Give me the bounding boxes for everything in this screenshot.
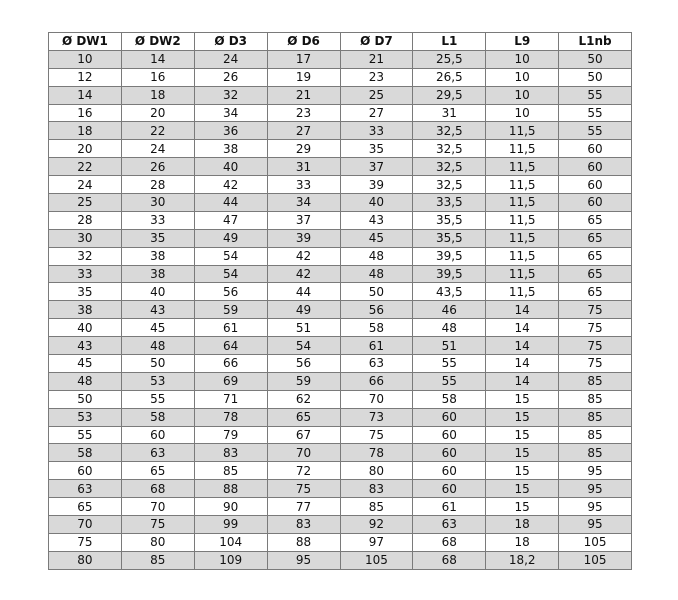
table-cell: 42 — [267, 247, 340, 265]
table-cell: 85 — [559, 426, 632, 444]
table-cell: 59 — [194, 301, 267, 319]
table-cell: 66 — [340, 372, 413, 390]
table-cell: 88 — [194, 480, 267, 498]
table-cell: 70 — [267, 444, 340, 462]
table-cell: 63 — [340, 355, 413, 373]
table-row — [49, 247, 632, 265]
table-cell: 18 — [486, 516, 559, 534]
table-row — [49, 301, 632, 319]
table-cell: 15 — [486, 444, 559, 462]
table-cell: 22 — [121, 122, 194, 140]
table-cell: 73 — [340, 408, 413, 426]
table-cell: 35 — [121, 229, 194, 247]
table-cell: 16 — [49, 104, 122, 122]
table-cell: 39,5 — [413, 247, 486, 265]
table-cell: 31 — [267, 158, 340, 176]
table-row — [49, 86, 632, 104]
table-cell: 105 — [340, 551, 413, 569]
table-cell: 63 — [413, 516, 486, 534]
table-cell: 11,5 — [486, 283, 559, 301]
table-cell: 55 — [49, 426, 122, 444]
table-cell: 50 — [49, 390, 122, 408]
table-cell: 55 — [559, 104, 632, 122]
table-cell: 49 — [267, 301, 340, 319]
table-cell: 48 — [121, 337, 194, 355]
table-cell: 60 — [413, 426, 486, 444]
table-row — [49, 444, 632, 462]
table-cell: 14 — [486, 319, 559, 337]
table-cell: 24 — [194, 50, 267, 68]
table-cell: 55 — [121, 390, 194, 408]
table-cell: 49 — [194, 229, 267, 247]
table-cell: 15 — [486, 408, 559, 426]
table-row — [49, 68, 632, 86]
table-cell: 68 — [413, 551, 486, 569]
table-cell: 32,5 — [413, 122, 486, 140]
table-cell: 34 — [267, 194, 340, 212]
table-cell: 68 — [121, 480, 194, 498]
table-cell: 58 — [121, 408, 194, 426]
header-d7: Ø D7 — [340, 33, 413, 51]
table-cell: 43 — [340, 211, 413, 229]
table-cell: 11,5 — [486, 176, 559, 194]
table-cell: 27 — [267, 122, 340, 140]
table-cell: 45 — [121, 319, 194, 337]
table-cell: 48 — [49, 372, 122, 390]
table-cell: 72 — [267, 462, 340, 480]
table-cell: 40 — [340, 194, 413, 212]
table-cell: 29,5 — [413, 86, 486, 104]
table-cell: 51 — [413, 337, 486, 355]
table-cell: 45 — [340, 229, 413, 247]
table-cell: 59 — [267, 372, 340, 390]
table-cell: 83 — [340, 480, 413, 498]
table-body — [49, 50, 632, 569]
table-cell: 11,5 — [486, 194, 559, 212]
table-cell: 40 — [121, 283, 194, 301]
table-cell: 36 — [194, 122, 267, 140]
table-cell: 31 — [413, 104, 486, 122]
table-cell: 75 — [559, 355, 632, 373]
table-cell: 32,5 — [413, 176, 486, 194]
table-cell: 10 — [486, 86, 559, 104]
table-cell: 50 — [340, 283, 413, 301]
table-cell: 14 — [486, 337, 559, 355]
table-cell: 55 — [559, 122, 632, 140]
table-cell: 75 — [121, 516, 194, 534]
table-cell: 33 — [49, 265, 122, 283]
table-cell: 104 — [194, 533, 267, 551]
table-cell: 55 — [559, 86, 632, 104]
table-cell: 39,5 — [413, 265, 486, 283]
table-cell: 50 — [121, 355, 194, 373]
table-cell: 25 — [340, 86, 413, 104]
table-cell: 10 — [486, 68, 559, 86]
table-cell: 26,5 — [413, 68, 486, 86]
table-cell: 70 — [121, 498, 194, 516]
table-cell: 60 — [49, 462, 122, 480]
table-cell: 65 — [121, 462, 194, 480]
table-cell: 56 — [194, 283, 267, 301]
table-cell: 11,5 — [486, 158, 559, 176]
table-cell: 37 — [267, 211, 340, 229]
table-cell: 60 — [413, 444, 486, 462]
table-cell: 83 — [194, 444, 267, 462]
table-cell: 32,5 — [413, 140, 486, 158]
table-cell: 18,2 — [486, 551, 559, 569]
table-cell: 65 — [559, 283, 632, 301]
table-cell: 50 — [559, 50, 632, 68]
header-d6: Ø D6 — [267, 33, 340, 51]
table-cell: 21 — [267, 86, 340, 104]
table-cell: 85 — [559, 372, 632, 390]
table-cell: 67 — [267, 426, 340, 444]
table-cell: 85 — [559, 408, 632, 426]
table-cell: 11,5 — [486, 122, 559, 140]
table-cell: 30 — [121, 194, 194, 212]
table-cell: 63 — [49, 480, 122, 498]
table-cell: 11,5 — [486, 247, 559, 265]
table-cell: 85 — [340, 498, 413, 516]
table-cell: 30 — [49, 229, 122, 247]
table-cell: 60 — [559, 140, 632, 158]
table-cell: 54 — [194, 265, 267, 283]
table-cell: 92 — [340, 516, 413, 534]
table-cell: 32,5 — [413, 158, 486, 176]
table-cell: 51 — [267, 319, 340, 337]
table-cell: 75 — [267, 480, 340, 498]
table-cell: 105 — [559, 551, 632, 569]
table-cell: 46 — [413, 301, 486, 319]
table-cell: 18 — [121, 86, 194, 104]
table-cell: 39 — [340, 176, 413, 194]
table-cell: 38 — [121, 247, 194, 265]
table-cell: 24 — [49, 176, 122, 194]
table-cell: 78 — [340, 444, 413, 462]
table-cell: 95 — [559, 480, 632, 498]
table-cell: 12 — [49, 68, 122, 86]
table-cell: 14 — [121, 50, 194, 68]
table-cell: 90 — [194, 498, 267, 516]
table-cell: 85 — [194, 462, 267, 480]
table-cell: 14 — [49, 86, 122, 104]
table-row — [49, 462, 632, 480]
table-cell: 97 — [340, 533, 413, 551]
table-row — [49, 408, 632, 426]
table-cell: 25 — [49, 194, 122, 212]
table-cell: 44 — [267, 283, 340, 301]
table-cell: 56 — [267, 355, 340, 373]
table-cell: 60 — [121, 426, 194, 444]
table-cell: 95 — [559, 516, 632, 534]
table-row — [49, 283, 632, 301]
table-cell: 11,5 — [486, 140, 559, 158]
table-cell: 85 — [559, 444, 632, 462]
table-cell: 88 — [267, 533, 340, 551]
table-row — [49, 480, 632, 498]
table-cell: 95 — [559, 498, 632, 516]
table-row — [49, 104, 632, 122]
table-cell: 10 — [486, 104, 559, 122]
table-cell: 68 — [413, 533, 486, 551]
table-row — [49, 158, 632, 176]
table-row — [49, 498, 632, 516]
table-cell: 23 — [267, 104, 340, 122]
table-cell: 40 — [49, 319, 122, 337]
table-cell: 53 — [121, 372, 194, 390]
table-cell: 50 — [559, 68, 632, 86]
table-cell: 58 — [340, 319, 413, 337]
table-row — [49, 229, 632, 247]
table-row — [49, 551, 632, 569]
table-cell: 33 — [267, 176, 340, 194]
header-l1nb: L1nb — [559, 33, 632, 51]
table-cell: 23 — [340, 68, 413, 86]
table-cell: 10 — [49, 50, 122, 68]
table-row — [49, 176, 632, 194]
table-cell: 69 — [194, 372, 267, 390]
table-cell: 35,5 — [413, 229, 486, 247]
table-cell: 39 — [267, 229, 340, 247]
table-cell: 95 — [267, 551, 340, 569]
table-row — [49, 533, 632, 551]
table-cell: 25,5 — [413, 50, 486, 68]
header-row — [49, 33, 632, 51]
table-cell: 83 — [267, 516, 340, 534]
table-cell: 11,5 — [486, 211, 559, 229]
table-cell: 48 — [340, 265, 413, 283]
table-cell: 65 — [559, 211, 632, 229]
table-cell: 58 — [49, 444, 122, 462]
table-row — [49, 390, 632, 408]
table-cell: 75 — [49, 533, 122, 551]
table-cell: 54 — [267, 337, 340, 355]
table-cell: 53 — [49, 408, 122, 426]
table-cell: 27 — [340, 104, 413, 122]
table-cell: 28 — [121, 176, 194, 194]
table-cell: 70 — [49, 516, 122, 534]
table-cell: 71 — [194, 390, 267, 408]
table-cell: 20 — [121, 104, 194, 122]
header-dw2: Ø DW2 — [121, 33, 194, 51]
table-row — [49, 516, 632, 534]
table-cell: 11,5 — [486, 229, 559, 247]
table-cell: 22 — [49, 158, 122, 176]
table-cell: 80 — [49, 551, 122, 569]
table-cell: 10 — [486, 50, 559, 68]
table-cell: 20 — [49, 140, 122, 158]
table-cell: 21 — [340, 50, 413, 68]
table-cell: 48 — [340, 247, 413, 265]
table-cell: 15 — [486, 462, 559, 480]
table-cell: 43 — [121, 301, 194, 319]
table-cell: 61 — [340, 337, 413, 355]
table-cell: 99 — [194, 516, 267, 534]
table-cell: 33,5 — [413, 194, 486, 212]
table-cell: 48 — [413, 319, 486, 337]
table-cell: 75 — [559, 337, 632, 355]
table-cell: 16 — [121, 68, 194, 86]
table-cell: 95 — [559, 462, 632, 480]
table-cell: 70 — [340, 390, 413, 408]
table-cell: 60 — [559, 194, 632, 212]
table-cell: 18 — [49, 122, 122, 140]
table-cell: 65 — [559, 265, 632, 283]
table-cell: 56 — [340, 301, 413, 319]
table-cell: 14 — [486, 301, 559, 319]
table-cell: 58 — [413, 390, 486, 408]
table-cell: 26 — [194, 68, 267, 86]
table-cell: 15 — [486, 390, 559, 408]
table-cell: 105 — [559, 533, 632, 551]
table-cell: 29 — [267, 140, 340, 158]
table-cell: 65 — [49, 498, 122, 516]
table-cell: 55 — [413, 372, 486, 390]
table-row — [49, 211, 632, 229]
table-cell: 28 — [49, 211, 122, 229]
table-cell: 15 — [486, 498, 559, 516]
table-cell: 38 — [121, 265, 194, 283]
table-cell: 11,5 — [486, 265, 559, 283]
table-cell: 65 — [559, 247, 632, 265]
table-cell: 64 — [194, 337, 267, 355]
table-cell: 60 — [413, 480, 486, 498]
table-row — [49, 50, 632, 68]
table-cell: 60 — [413, 462, 486, 480]
table-cell: 75 — [340, 426, 413, 444]
table-cell: 62 — [267, 390, 340, 408]
table-row — [49, 372, 632, 390]
table-row — [49, 355, 632, 373]
header-l9: L9 — [486, 33, 559, 51]
table-cell: 37 — [340, 158, 413, 176]
table-row — [49, 337, 632, 355]
table-cell: 42 — [267, 265, 340, 283]
table-cell: 65 — [559, 229, 632, 247]
table-cell: 14 — [486, 372, 559, 390]
table-cell: 32 — [49, 247, 122, 265]
header-l1: L1 — [413, 33, 486, 51]
table-cell: 80 — [340, 462, 413, 480]
table-cell: 17 — [267, 50, 340, 68]
table-cell: 45 — [49, 355, 122, 373]
table-cell: 75 — [559, 319, 632, 337]
table-cell: 47 — [194, 211, 267, 229]
table-cell: 42 — [194, 176, 267, 194]
table-cell: 14 — [486, 355, 559, 373]
table-cell: 61 — [413, 498, 486, 516]
table-cell: 34 — [194, 104, 267, 122]
table-cell: 40 — [194, 158, 267, 176]
table-cell: 63 — [121, 444, 194, 462]
table-cell: 55 — [413, 355, 486, 373]
table-cell: 38 — [49, 301, 122, 319]
table-cell: 43,5 — [413, 283, 486, 301]
table-cell: 75 — [559, 301, 632, 319]
table-cell: 32 — [194, 86, 267, 104]
table-cell: 85 — [121, 551, 194, 569]
table-cell: 60 — [559, 158, 632, 176]
table-cell: 43 — [49, 337, 122, 355]
dimension-table — [48, 32, 632, 570]
table-cell: 35 — [49, 283, 122, 301]
table-cell: 65 — [267, 408, 340, 426]
table-cell: 54 — [194, 247, 267, 265]
table-cell: 80 — [121, 533, 194, 551]
table-cell: 109 — [194, 551, 267, 569]
header-d3: Ø D3 — [194, 33, 267, 51]
table-cell: 35,5 — [413, 211, 486, 229]
table-row — [49, 265, 632, 283]
table-cell: 35 — [340, 140, 413, 158]
table-cell: 60 — [559, 176, 632, 194]
header-dw1: Ø DW1 — [49, 33, 122, 51]
table-cell: 66 — [194, 355, 267, 373]
table-row — [49, 319, 632, 337]
table-cell: 26 — [121, 158, 194, 176]
table-row — [49, 122, 632, 140]
table-cell: 38 — [194, 140, 267, 158]
table-cell: 15 — [486, 426, 559, 444]
table-cell: 19 — [267, 68, 340, 86]
table-cell: 24 — [121, 140, 194, 158]
table-cell: 61 — [194, 319, 267, 337]
table-row — [49, 140, 632, 158]
table-cell: 33 — [121, 211, 194, 229]
table-cell: 78 — [194, 408, 267, 426]
table-cell: 77 — [267, 498, 340, 516]
table-cell: 15 — [486, 480, 559, 498]
table-cell: 85 — [559, 390, 632, 408]
table-cell: 44 — [194, 194, 267, 212]
table-row — [49, 194, 632, 212]
table-cell: 60 — [413, 408, 486, 426]
table-row — [49, 426, 632, 444]
table-cell: 33 — [340, 122, 413, 140]
table-cell: 79 — [194, 426, 267, 444]
table-cell: 18 — [486, 533, 559, 551]
